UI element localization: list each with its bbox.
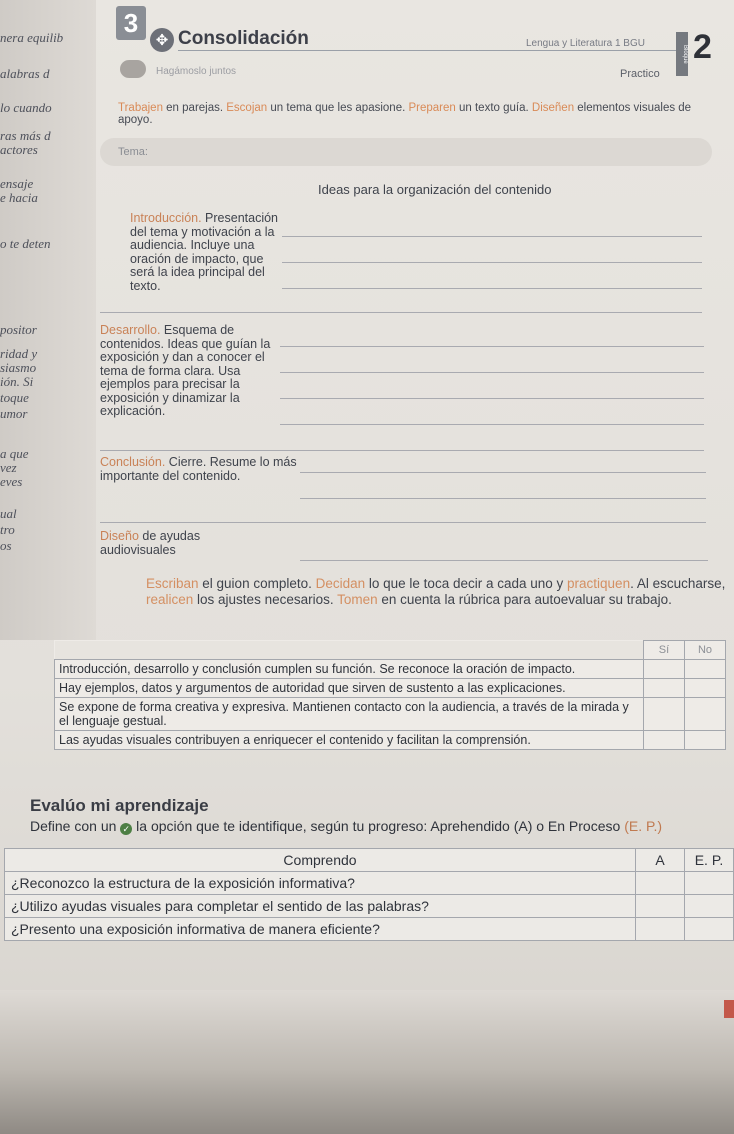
evaluation-question: ¿Presento una exposición informativa de manera eficiente? bbox=[5, 918, 636, 941]
edge-text-fragment: eves bbox=[0, 474, 23, 489]
rubric-criterion: Las ayudas visuales contribuyen a enriquecer el contenido y facilitan la comprensión. bbox=[55, 731, 644, 750]
writing-line[interactable] bbox=[280, 372, 704, 373]
section-conclusion bbox=[100, 456, 300, 483]
ideas-title: Ideas para la organización del contenido bbox=[318, 182, 552, 197]
rubric-row bbox=[55, 660, 726, 679]
edge-text-fragment: umor bbox=[0, 406, 28, 421]
writing-line[interactable] bbox=[280, 424, 704, 425]
evaluation-question: ¿Reconozco la estructura de la exposición informativa? bbox=[5, 872, 636, 895]
rubric-si-cell[interactable] bbox=[644, 660, 685, 679]
evaluation-ep-cell[interactable] bbox=[685, 872, 734, 895]
page-tab-marker bbox=[724, 1000, 734, 1018]
evaluation-a-cell[interactable] bbox=[636, 872, 685, 895]
evaluation-ep-cell[interactable] bbox=[685, 918, 734, 941]
evaluation-row bbox=[5, 918, 734, 941]
rubric-si-cell[interactable] bbox=[644, 679, 685, 698]
rubric-row bbox=[55, 679, 726, 698]
evaluation-col-ep: E. P. bbox=[685, 849, 734, 872]
rubric-criterion: Hay ejemplos, datos y argumentos de autoridad que sirven de sustento a las explicaciones. bbox=[55, 679, 644, 698]
instruction-verb: realicen bbox=[146, 592, 194, 607]
section-desarrollo bbox=[100, 324, 276, 419]
edge-text-fragment: ridad y bbox=[0, 346, 38, 361]
rubric-header-row bbox=[55, 641, 726, 660]
edge-text-fragment: os bbox=[0, 538, 12, 553]
consolidation-icon: ✥ bbox=[150, 28, 174, 52]
rubric-no-cell[interactable] bbox=[685, 731, 726, 750]
check-icon: ✓ bbox=[120, 823, 132, 835]
section-title: Consolidación bbox=[178, 28, 309, 49]
section-body: Cierre. Resume lo más importante del contenido. bbox=[100, 455, 297, 483]
writing-line[interactable] bbox=[100, 522, 706, 523]
edge-text-fragment: positor bbox=[0, 322, 37, 337]
instruction-verb: Diseñen bbox=[531, 102, 575, 114]
edge-text-fragment: ensaje bbox=[0, 176, 34, 191]
self-evaluation-table bbox=[4, 848, 734, 941]
rubric-criterion: Introducción, desarrollo y conclusión cumplen su función. Se reconoce la oración de impacto. bbox=[55, 660, 644, 679]
rubric-no-cell[interactable] bbox=[685, 679, 726, 698]
instruction-text: un texto guía. bbox=[455, 102, 532, 114]
writing-line[interactable] bbox=[300, 472, 706, 473]
evaluation-a-cell[interactable] bbox=[636, 895, 685, 918]
section-heading: Conclusión. bbox=[100, 455, 166, 469]
writing-line[interactable] bbox=[280, 398, 704, 399]
rubric-header-blank bbox=[55, 641, 644, 660]
instruction-verb: Trabajen bbox=[118, 102, 163, 114]
previous-page-edge bbox=[0, 0, 96, 640]
edge-text-fragment: siasmo bbox=[0, 360, 37, 375]
writing-line[interactable] bbox=[282, 288, 702, 289]
evaluation-question: ¿Utilizo ayudas visuales para completar el sentido de las palabras? bbox=[5, 895, 636, 918]
rubric-row bbox=[55, 698, 726, 731]
edge-text-fragment: ión. Si bbox=[0, 374, 34, 389]
edge-text-fragment: ual bbox=[0, 506, 17, 521]
instruction-text: los ajustes necesarios. bbox=[193, 592, 338, 607]
edge-text-fragment: ras más d bbox=[0, 128, 51, 143]
writing-line[interactable] bbox=[282, 236, 702, 237]
rubric-no-cell[interactable] bbox=[685, 698, 726, 731]
edge-text-fragment: alabras d bbox=[0, 66, 50, 81]
instruction-text: en cuenta la rúbrica para autoevaluar su trabajo. bbox=[377, 592, 672, 607]
instruction-text: el guion completo. bbox=[198, 576, 316, 591]
activity-badge-label: Hagámoslo juntos bbox=[156, 66, 237, 77]
instruction-text: elementos visuales de apoyo. bbox=[118, 102, 692, 126]
evaluation-ep-cell[interactable] bbox=[685, 895, 734, 918]
group-activity-icon bbox=[120, 60, 146, 78]
section-body: Esquema de contenidos. Ideas que guían la exposición y dan a conocer el tema de forma clara. Usa ejemplos para precisar la exposición y dinamizar la explicación. bbox=[100, 323, 271, 418]
edge-text-fragment: a que bbox=[0, 446, 29, 461]
header-rule bbox=[178, 50, 678, 51]
unit-number-badge: 3 bbox=[116, 6, 146, 40]
rubric-si-cell[interactable] bbox=[644, 698, 685, 731]
block-number: 2 bbox=[693, 28, 712, 66]
rubric-row bbox=[55, 731, 726, 750]
rubric-col-no: No bbox=[685, 641, 726, 660]
evaluation-a-cell[interactable] bbox=[636, 918, 685, 941]
section-introduccion bbox=[130, 212, 280, 293]
rubric-criterion: Se expone de forma creativa y expresiva. Mantienen contacto con la audiencia, a través de la mirada y el lenguaje gestual. bbox=[55, 698, 644, 731]
evaluation-header: Comprendo bbox=[5, 849, 636, 872]
section-heading: Diseño bbox=[100, 529, 139, 543]
activity-instructions bbox=[118, 102, 718, 126]
instruction-verb: Preparen bbox=[408, 102, 456, 114]
edge-text-fragment: o te deten bbox=[0, 236, 51, 251]
tema-field[interactable] bbox=[100, 138, 712, 166]
writing-line[interactable] bbox=[280, 346, 704, 347]
evaluation-row bbox=[5, 872, 734, 895]
writing-line[interactable] bbox=[100, 312, 702, 313]
rubric-col-si: Sí bbox=[644, 641, 685, 660]
bloque-tab: Bloque bbox=[676, 32, 688, 76]
edge-text-fragment: lo cuando bbox=[0, 100, 52, 115]
edge-text-fragment: toque bbox=[0, 390, 29, 405]
rubric-si-cell[interactable] bbox=[644, 731, 685, 750]
instruction-verb: practiquen bbox=[567, 576, 631, 591]
evaluation-row bbox=[5, 895, 734, 918]
evaluation-title: Evalúo mi aprendizaje bbox=[30, 796, 209, 815]
instruction-verb: Escriban bbox=[146, 576, 199, 591]
section-diseno bbox=[100, 530, 250, 557]
instruction-verb: Tomen bbox=[337, 592, 378, 607]
instruction-verb: Escojan bbox=[226, 102, 268, 114]
rubric-table bbox=[54, 640, 726, 750]
evaluation-col-a: A bbox=[636, 849, 685, 872]
section-body: de ayudas audiovisuales bbox=[100, 529, 201, 557]
evaluation-instruction-text: Define con un bbox=[30, 818, 121, 834]
instruction-text: lo que le toca decir a cada uno y bbox=[365, 576, 568, 591]
evaluation-instruction-abbrev: (E. P.) bbox=[624, 818, 663, 834]
page-bottom-shadow bbox=[0, 990, 734, 1134]
edge-text-fragment: actores bbox=[0, 142, 38, 157]
writing-line[interactable] bbox=[300, 560, 708, 561]
script-instructions bbox=[146, 576, 726, 608]
section-body: Presentación del tema y motivación a la audiencia. Incluye una oración de impacto, que será la idea principal del texto. bbox=[130, 211, 279, 293]
instruction-verb: Decidan bbox=[315, 576, 366, 591]
writing-line[interactable] bbox=[100, 450, 704, 451]
evaluation-instructions bbox=[30, 818, 730, 835]
instruction-text: . Al escucharse, bbox=[630, 576, 726, 591]
practice-label: Practico bbox=[620, 68, 660, 80]
edge-text-fragment: tro bbox=[0, 522, 15, 537]
subject-label: Lengua y Literatura 1 BGU bbox=[526, 38, 645, 49]
instruction-text: en parejas. bbox=[162, 102, 227, 114]
writing-line[interactable] bbox=[300, 498, 706, 499]
instruction-text: un tema que les apasione. bbox=[267, 102, 409, 114]
edge-text-fragment: vez bbox=[0, 460, 17, 475]
evaluation-header-row bbox=[5, 849, 734, 872]
writing-line[interactable] bbox=[282, 262, 702, 263]
tema-label: Tema: bbox=[118, 146, 148, 158]
section-heading: Desarrollo. bbox=[100, 323, 161, 337]
edge-text-fragment: nera equilib bbox=[0, 30, 64, 45]
rubric-no-cell[interactable] bbox=[685, 660, 726, 679]
section-heading: Introducción. bbox=[130, 211, 202, 225]
edge-text-fragment: e hacia bbox=[0, 190, 38, 205]
evaluation-instruction-text: la opción que te identifique, según tu progreso: Aprehendido (A) o En Proceso bbox=[132, 818, 625, 834]
